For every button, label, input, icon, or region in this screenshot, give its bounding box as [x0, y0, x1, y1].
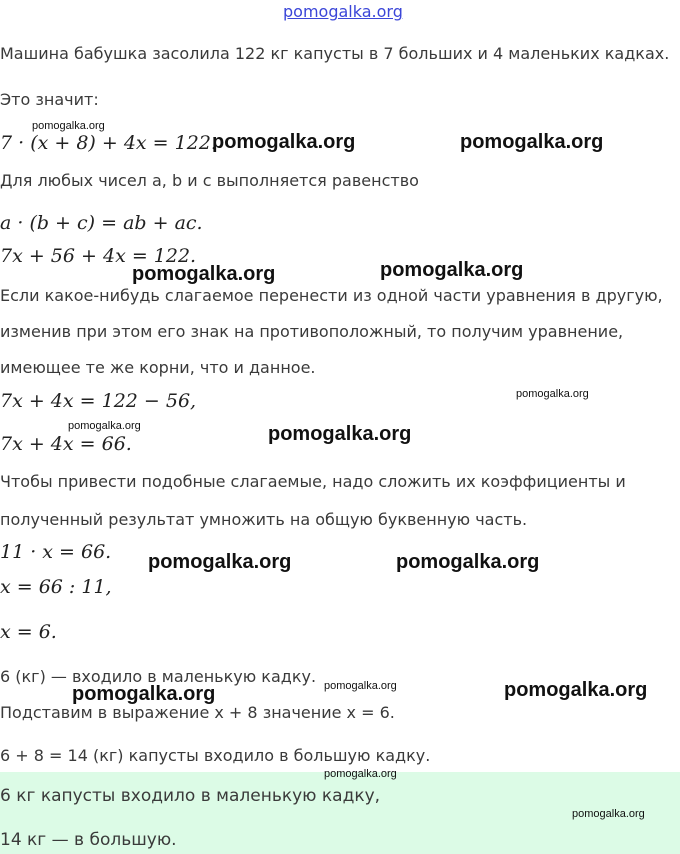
- big-barrel-result: 6 + 8 = 14 (кг) капусты входило в большую кадку.: [0, 746, 431, 765]
- combine-text-1: Чтобы привести подобные слагаемые, надо сложить их коэффициенты и: [0, 472, 626, 491]
- equation-4: 7x + 4x = 66.: [0, 433, 132, 455]
- equation-7: x = 6.: [0, 621, 57, 643]
- problem-statement: Машина бабушка засолила 122 кг капусты в 7 больших и 4 маленьких кадках.: [0, 44, 670, 63]
- rule-text-3: имеющее те же корни, что и данное.: [0, 358, 316, 377]
- equation-1: 7 · (x + 8) + 4x = 122.: [0, 132, 217, 154]
- watermark-big: pomogalka.org: [148, 551, 292, 573]
- distributive-text: Для любых чисел a, b и c выполняется равенство: [0, 171, 419, 190]
- small-barrel-result: 6 (кг) — входило в маленькую кадку.: [0, 667, 317, 686]
- answer-line-1: 6 кг капусты входило в маленькую кадку,: [0, 786, 381, 806]
- watermark-small: pomogalka.org: [324, 768, 397, 780]
- watermark-small: pomogalka.org: [324, 680, 397, 692]
- watermark-small: pomogalka.org: [516, 388, 589, 400]
- watermark-big: pomogalka.org: [212, 131, 356, 153]
- substitute-text: Подставим в выражение x + 8 значение x = 6.: [0, 703, 395, 722]
- watermark-big: pomogalka.org: [396, 551, 540, 573]
- site-link-top[interactable]: pomogalka.org: [283, 2, 403, 21]
- answer-line-2: 14 кг — в большую.: [0, 830, 177, 850]
- watermark-big: pomogalka.org: [72, 683, 216, 705]
- distributive-formula: a · (b + c) = ab + ac.: [0, 212, 203, 234]
- equation-6: x = 66 : 11,: [0, 576, 112, 598]
- watermark-small: pomogalka.org: [32, 120, 105, 132]
- watermark-big: pomogalka.org: [460, 131, 604, 153]
- watermark-small: pomogalka.org: [572, 808, 645, 820]
- intro-text: Это значит:: [0, 90, 99, 109]
- watermark-big: pomogalka.org: [380, 259, 524, 281]
- rule-text-1: Если какое-нибудь слагаемое перенести из одной части уравнения в другую,: [0, 286, 663, 305]
- combine-text-2: полученный результат умножить на общую буквенную часть.: [0, 510, 528, 529]
- watermark-big: pomogalka.org: [132, 263, 276, 285]
- watermark-small: pomogalka.org: [68, 420, 141, 432]
- rule-text-2: изменив при этом его знак на противоположный, то получим уравнение,: [0, 322, 624, 341]
- watermark-big: pomogalka.org: [268, 423, 412, 445]
- equation-2: 7x + 56 + 4x = 122.: [0, 245, 197, 267]
- equation-5: 11 · x = 66.: [0, 541, 112, 563]
- watermark-big: pomogalka.org: [504, 679, 648, 701]
- equation-3: 7x + 4x = 122 − 56,: [0, 390, 197, 412]
